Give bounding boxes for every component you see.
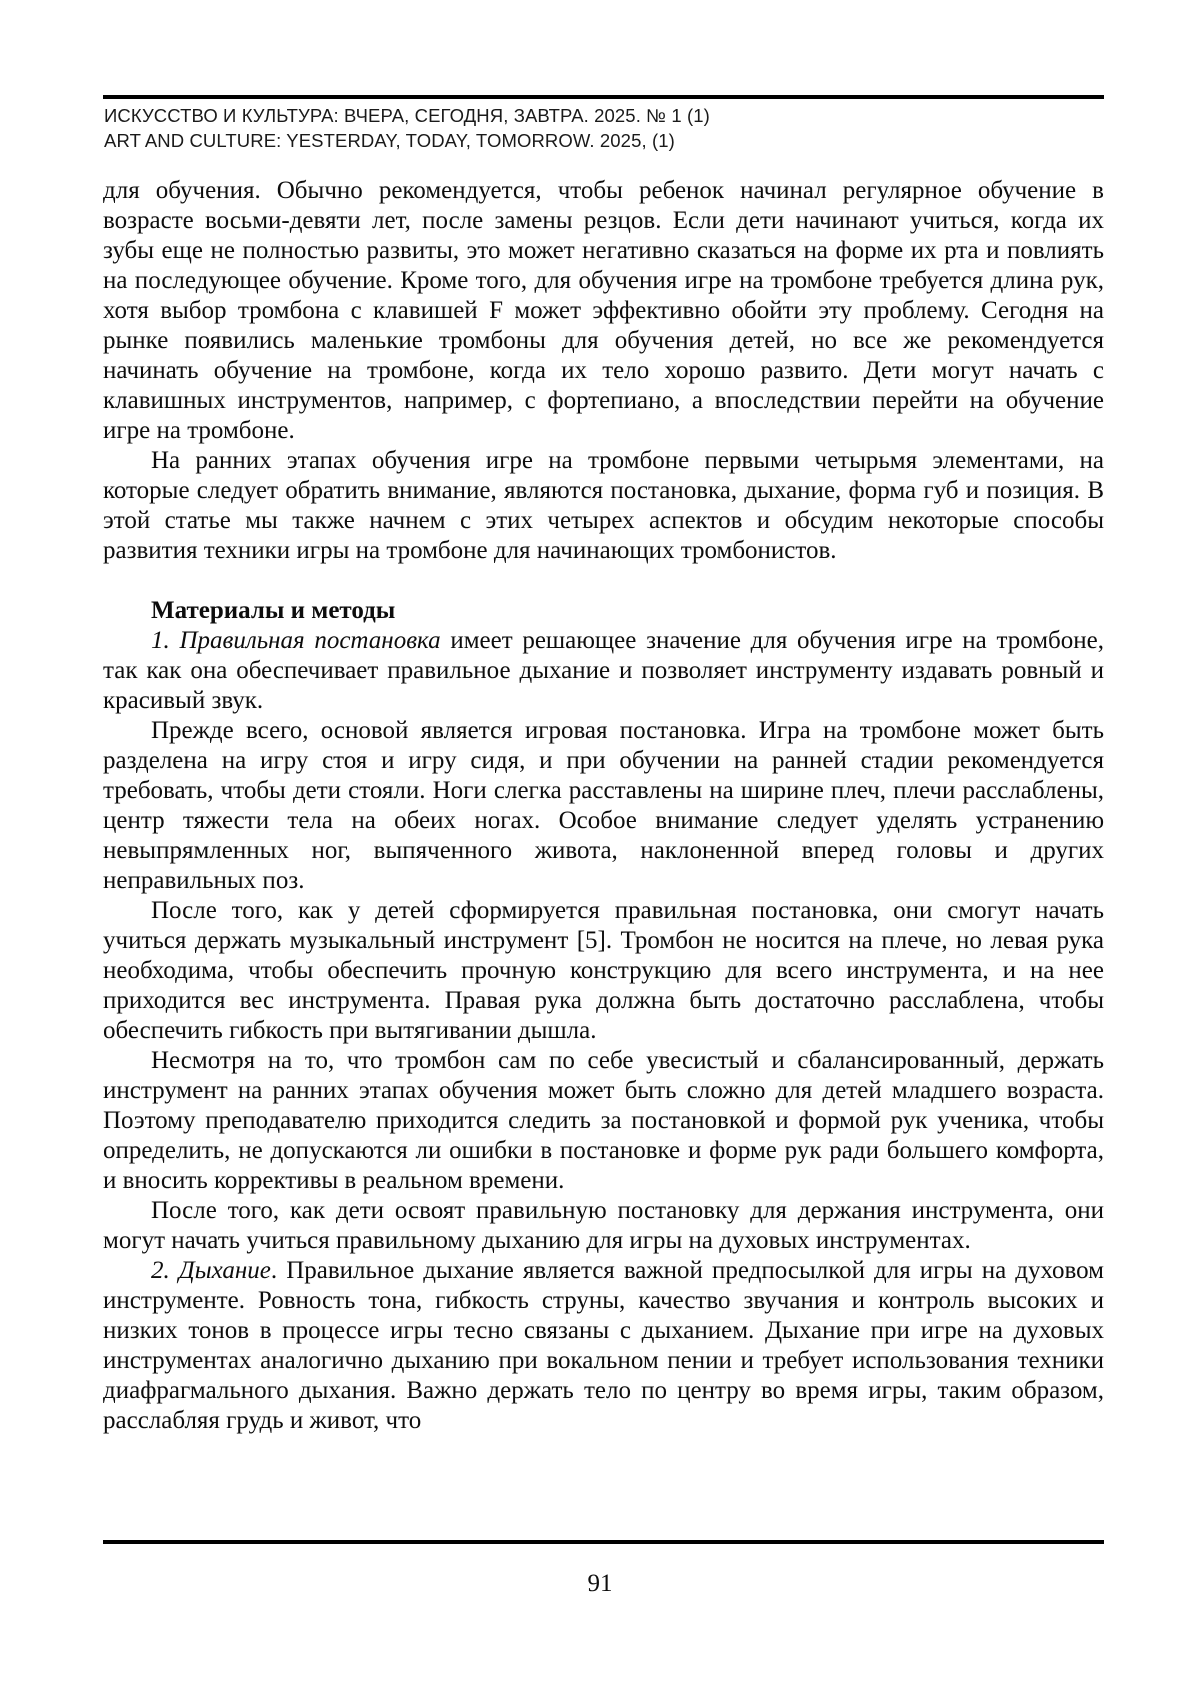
text-run: После того, как дети освоят правильную постановку для держания инструмента, они могут начать учиться правильному дыханию для игры на духовых инструментах. xyxy=(103,1197,1104,1254)
text-run: для обучения. Обычно рекомендуется, чтобы ребенок начинал регулярное обучение в возрасте восьми-девяти лет, после замены резцов. Если дети начинают учиться, когда их зубы еще не полностью развиты, это может негативно сказаться на форме их рта и повлиять на последующее обучение. Кроме того, для обучения игре на тромбоне требуется длина рук, хотя выбор тромбона с клавишей F может эффективно обойти эту проблему. Сегодня на рынке появились маленькие тромбоны для обучения детей, но все же рекомендуется начинать обучение на тромбоне, когда их тело хорошо развито. Дети могут начать с клавишных инструментов, например, с фортепиано, а впоследствии перейти на обучение игре на тромбоне. xyxy=(103,177,1104,444)
article-body xyxy=(103,176,1104,1436)
text-run: Материалы и методы xyxy=(151,597,396,624)
running-header xyxy=(104,103,1105,153)
paragraph xyxy=(103,896,1104,1046)
journal-title-en: ART AND CULTURE: YESTERDAY, TODAY, TOMORROW. 2025, (1) xyxy=(104,130,675,151)
paragraph xyxy=(103,1256,1104,1436)
footer-rule xyxy=(103,1540,1104,1544)
italic-lead-in: 2. Дыхание xyxy=(151,1257,271,1284)
text-run: имеет решающее значение для обучения игре на тромбоне, так как она обеспечивает правильное дыхание и позволяет инструменту издавать ровный и красивый звук. xyxy=(103,627,1104,714)
header-rule xyxy=(103,95,1104,99)
journal-title-ru: ИСКУССТВО И КУЛЬТУРА: ВЧЕРА, СЕГОДНЯ, ЗАВТРА. 2025. № 1 (1) xyxy=(104,105,710,126)
section-heading xyxy=(103,596,1104,626)
text-run: Несмотря на то, что тромбон сам по себе увесистый и сбалансированный, держать инструмент на ранних этапах обучения может быть сложно для детей младшего возраста. Поэтому преподавателю приходится следить за постановкой и формой рук ученика, чтобы определить, не допускаются ли ошибки в постановке и форме рук ради большего комфорта, и вносить коррективы в реальном времени. xyxy=(103,1047,1104,1194)
text-run: На ранних этапах обучения игре на тромбоне первыми четырьмя элементами, на которые следует обратить внимание, являются постановка, дыхание, форма губ и позиция. В этой статье мы также начнем с этих четырех аспектов и обсудим некоторые способы развития техники игры на тромбоне для начинающих тромбонистов. xyxy=(103,447,1104,564)
text-run: . Правильное дыхание является важной предпосылкой для игры на духовом инструменте. Ровность тона, гибкость струны, качество звучания и контроль высоких и низких тонов в процессе игры тесно связаны с дыханием. Дыхание при игре на духовых инструментах аналогично дыханию при вокальном пении и требует использования техники диафрагмального дыхания. Важно держать тело по центру во время игры, таким образом, расслабляя грудь и живот, что xyxy=(103,1257,1104,1434)
text-run: Прежде всего, основой является игровая постановка. Игра на тромбоне может быть разделена на игру стоя и игру сидя, и при обучении на ранней стадии рекомендуется требовать, чтобы дети стояли. Ноги слегка расставлены на ширине плеч, плечи расслаблены, центр тяжести тела на обеих ногах. Особое внимание следует уделять устранению невыпрямленных ног, выпяченного живота, наклоненной вперед головы и других неправильных поз. xyxy=(103,717,1104,894)
text-run: После того, как у детей сформируется правильная постановка, они смогут начать учиться держать музыкальный инструмент [5]. Тромбон не носится на плече, но левая рука необходима, чтобы обеспечить прочную конструкцию для всего инструмента, и на нее приходится вес инструмента. Правая рука должна быть достаточно расслаблена, чтобы обеспечить гибкость при вытягивании дышла. xyxy=(103,897,1104,1044)
paragraph xyxy=(103,1196,1104,1256)
page-number: 91 xyxy=(587,1570,613,1597)
paragraph xyxy=(103,446,1104,566)
paragraph xyxy=(103,716,1104,896)
paragraph xyxy=(103,176,1104,446)
italic-lead-in: 1. Правильная постановка xyxy=(151,627,441,654)
paragraph xyxy=(103,626,1104,716)
paragraph xyxy=(103,1046,1104,1196)
